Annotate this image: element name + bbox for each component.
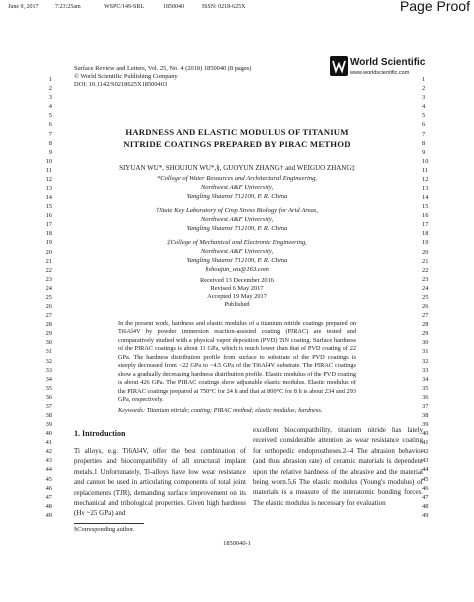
left-line-number: 47	[45, 493, 52, 501]
world-scientific-logo-icon	[330, 56, 348, 76]
affiliation-c-line-2: Northwest A&F University,	[200, 248, 274, 255]
left-line-number: 1	[48, 76, 52, 83]
left-line-number: 26	[45, 303, 52, 310]
left-line-number: 24	[45, 284, 52, 292]
header-issn: ISSN: 0218-625X	[202, 4, 246, 10]
right-line-number: 37	[422, 402, 429, 410]
left-line-number: 8	[48, 139, 52, 147]
right-line-number: 41	[422, 439, 429, 447]
right-line-number: 36	[422, 393, 429, 401]
right-line-number: 49	[422, 511, 429, 519]
left-line-number: 45	[45, 475, 52, 483]
left-line-number: 15	[45, 203, 52, 211]
header-date: June 9, 2017	[8, 4, 39, 10]
left-line-number: 42	[45, 448, 52, 456]
left-line-number: 6	[48, 121, 52, 129]
affiliation-b-line-3: Yangling Shaanxi 712100, P. R. China	[186, 225, 288, 232]
left-line-number: 5	[48, 112, 52, 120]
left-line-number: 44	[45, 466, 52, 474]
right-line-number: 34	[422, 375, 429, 383]
publisher-url: www.worldscientific.com	[350, 70, 410, 76]
left-line-number: 16	[45, 212, 52, 220]
left-line-number: 30	[45, 339, 52, 347]
published-date: Published	[224, 301, 250, 308]
right-line-number: 1	[422, 76, 426, 83]
affiliation-a-line-3: Yangling Shaanxi 712100, P. R. China	[186, 193, 288, 200]
right-line-number: 3	[422, 94, 426, 102]
right-line-number: 31	[422, 348, 429, 356]
left-line-number: 48	[45, 502, 52, 510]
right-line-number: 30	[422, 339, 429, 347]
right-line-number: 2	[422, 85, 426, 93]
right-line-number: 6	[422, 121, 426, 129]
left-line-number: 35	[45, 384, 52, 392]
left-line-number: 29	[45, 330, 52, 338]
footnote-rule	[74, 523, 144, 524]
header-series: WSPC/149-SRL	[104, 4, 145, 10]
affiliation-c-line-3: Yangling Shaanxi 712100, P. R. China	[186, 257, 288, 264]
affiliation-b-line-1: †State Key Laboratory of Crop Stress Biology for Arid Areas,	[155, 207, 319, 214]
right-line-number: 43	[422, 457, 429, 465]
right-line-number: 39	[422, 421, 429, 428]
right-line-number: 33	[422, 366, 429, 374]
left-line-number: 28	[45, 321, 52, 329]
right-line-number: 16	[422, 212, 429, 220]
right-line-number: 17	[422, 221, 429, 229]
left-line-number: 37	[45, 402, 52, 410]
right-line-number: 40	[422, 430, 429, 438]
right-line-number: 11	[422, 166, 429, 174]
header-paper-number: 1850040	[163, 4, 184, 10]
left-line-number: 33	[45, 366, 52, 374]
right-line-number: 14	[422, 194, 429, 201]
left-line-number: 40	[45, 430, 52, 438]
left-line-number: 13	[45, 185, 52, 192]
left-line-number: 12	[45, 175, 52, 183]
left-line-number: 17	[45, 221, 52, 229]
left-line-number: 22	[45, 266, 52, 274]
left-line-number: 49	[45, 511, 52, 519]
doi-line: DOI: 10.1142/S0218625X18500403	[74, 81, 168, 88]
left-line-number: 4	[48, 103, 52, 111]
right-line-number: 26	[422, 303, 429, 310]
intro-right-column: excellent biocompatibility, titanium nitride has lately received considerable attention as wear resistance coating for orthopedic endoprostheses.2–4 The abrasion behavior (and thus abrasion rate) of ceramic materials is dependent upon the relative hardness of the abrasive and the material being worn.5,6 The elastic modulus (Young's modulus) of materials is a measure of the interatomic bonding forces. The elastic modulus is necessary for evaluation	[253, 426, 423, 507]
keywords: Keywords: Titanium nitride; coating; PIRAC method; elastic modulus; hardness.	[118, 407, 323, 414]
publisher-name: World Scientific	[350, 57, 426, 68]
left-line-number: 9	[48, 148, 52, 156]
received-date: Received 13 December 2016	[200, 277, 274, 284]
left-line-number: 11	[45, 166, 52, 174]
right-line-number: 7	[422, 130, 426, 138]
left-line-number: 38	[45, 412, 52, 419]
right-line-number: 5	[422, 112, 426, 120]
right-line-number: 18	[422, 230, 429, 238]
right-line-number: 23	[422, 275, 429, 283]
right-line-number: 38	[422, 412, 429, 419]
right-line-number: 47	[422, 493, 429, 501]
right-line-number: 44	[422, 466, 429, 474]
right-line-number: 4	[422, 103, 426, 111]
right-line-number: 46	[422, 484, 429, 492]
right-line-number: 19	[422, 239, 429, 247]
left-line-number: 36	[45, 393, 52, 401]
section-heading-introduction: 1. Introduction	[74, 429, 126, 438]
intro-left-column: Ti alloys, e.g. Ti6Al4V, offer the best combination of properties and biocompatibility of all structural implant metals.1 Unfortunately, Ti-alloys have low wear resistance and cannot be used in articulating components of total joint replacements (TJR), demanding surface improvement on its mechanical and tribological properties. Given high hardness (Hv ~25 GPa) and	[74, 447, 246, 518]
left-line-number: 14	[45, 194, 52, 201]
left-line-number: 32	[45, 357, 52, 365]
right-line-number: 13	[422, 185, 429, 192]
paper-title-line-2: NITRIDE COATINGS PREPARED BY PIRAC METHOD	[123, 139, 351, 149]
right-line-number: 9	[422, 148, 426, 156]
header-time: 7:23:25am	[55, 4, 81, 10]
copyright-line: © World Scientific Publishing Company	[74, 73, 178, 80]
footnote-corresponding-author: §Corresponding author.	[74, 526, 135, 533]
left-line-number: 23	[45, 275, 52, 283]
left-line-number: 27	[45, 312, 52, 320]
right-line-number: 32	[422, 357, 429, 365]
journal-citation: Surface Review and Letters, Vol. 25, No. 4 (2018) 1850040 (8 pages)	[74, 65, 252, 72]
right-line-number: 42	[422, 448, 429, 456]
affiliation-b-line-2: Northwest A&F University,	[200, 216, 274, 223]
right-line-number: 21	[422, 257, 429, 265]
left-line-number: 39	[45, 421, 52, 428]
page-identifier: 1850040-1	[223, 540, 251, 547]
left-line-number: 31	[45, 348, 52, 356]
left-line-number: 2	[48, 85, 52, 93]
affiliation-a-line-2: Northwest A&F University,	[200, 184, 274, 191]
corresponding-email: §shoujun_wu@163.com	[205, 266, 269, 273]
left-line-number: 7	[48, 130, 52, 138]
page-proof-label: Page Proof	[399, 0, 470, 14]
left-line-number: 46	[45, 484, 52, 492]
right-line-number: 20	[422, 248, 429, 256]
right-line-number: 8	[422, 139, 426, 147]
author-list: SIYUAN WU*, SHOUJUN WU*,§, GUOYUN ZHANG† and WEIGUO ZHANG‡	[119, 164, 355, 172]
accepted-date: Accepted 19 May 2017	[207, 293, 267, 300]
right-line-number: 15	[422, 203, 429, 211]
affiliation-c-line-1: ‡College of Mechanical and Electronic Engineering,	[167, 239, 307, 246]
left-line-number: 43	[45, 457, 52, 465]
left-line-number: 3	[48, 94, 52, 102]
right-line-number: 10	[422, 157, 429, 165]
right-line-number: 48	[422, 502, 429, 510]
paper-title-line-1: HARDNESS AND ELASTIC MODULUS OF TITANIUM	[125, 127, 349, 137]
right-line-number: 12	[422, 175, 429, 183]
abstract: In the present work, hardness and elastic modulus of a titanium nitride coatings prepared on Ti6Al4V by powder immersion reaction-assisted coating (PIRAC) are tested and comparatively studied with a physical vapor deposition (PVD) TiN coating. Surface hardness of the PIRAC coatings is about 11 GPa, which is much lower than that of PVD coating of 22 GPa. The hardness distribution profile from surface to substrate of the PVD coatings is steeply decreased from ~22 GPa to ~4.5 GPa of the Ti6Al4V substrate. The PIRAC coatings show a gradually decreasing hardness distribution profile. Elastic modulus of the PVD coating is about 426 GPa. The PIRAC coatings show adjustable elastic modulus. Elastic modulus of the PIRAC coatings prepared at 750°C for 24 h and that at 800°C for 8 h is about 234 and 293 GPa, respectively.	[118, 320, 357, 404]
right-line-number: 24	[422, 284, 429, 292]
left-line-number: 41	[45, 439, 52, 447]
revised-date: Revised 6 May 2017	[210, 285, 264, 292]
right-line-number: 25	[422, 293, 429, 301]
right-line-number: 35	[422, 384, 429, 392]
left-line-number: 25	[45, 293, 52, 301]
left-line-number: 20	[45, 248, 52, 256]
right-line-number: 27	[422, 312, 429, 320]
left-line-number: 10	[45, 157, 52, 165]
proof-header	[0, 0, 474, 16]
right-line-number: 45	[422, 475, 429, 483]
left-line-number: 18	[45, 230, 52, 238]
right-line-number: 29	[422, 330, 429, 338]
right-line-number: 28	[422, 321, 429, 329]
left-line-number: 21	[45, 257, 52, 265]
left-line-number: 19	[45, 239, 52, 247]
right-line-number: 22	[422, 266, 429, 274]
left-line-number: 34	[45, 375, 52, 383]
affiliation-a-line-1: *College of Water Resources and Architectural Engineering,	[156, 175, 318, 182]
